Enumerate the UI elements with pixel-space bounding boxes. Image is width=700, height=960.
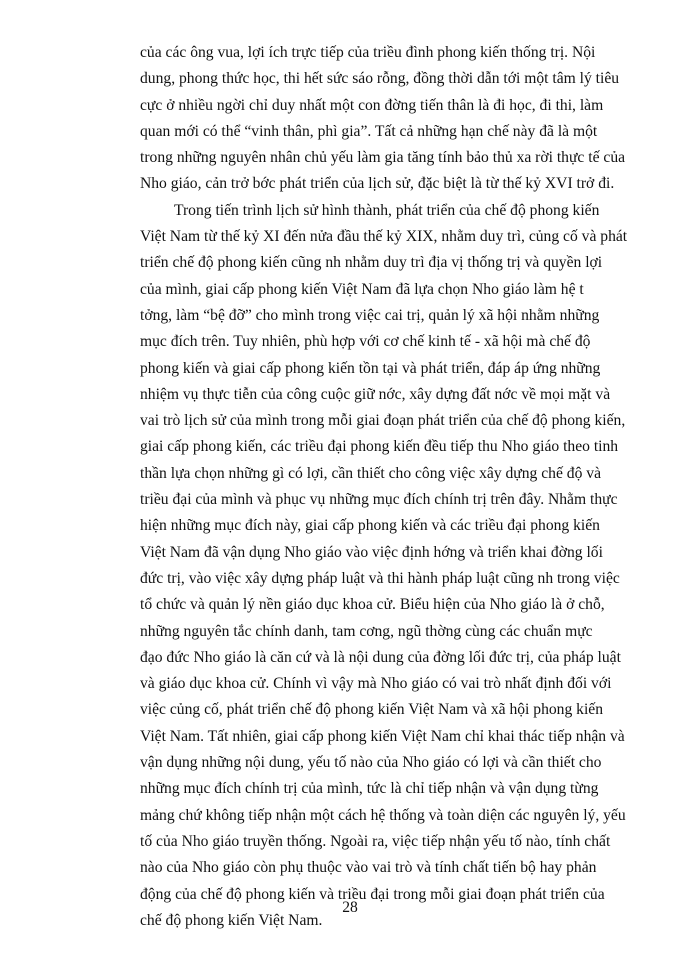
- paragraph-1: [140, 40, 626, 198]
- text-line: Nho giáo, cản trở bớc phát triển của lịch sử, đặc biệt là từ thế kỷ XVI trở đi.: [140, 175, 615, 193]
- text-line: nhiệm vụ thực tiễn của công cuộc giữ nớc, xây dựng đất nớc về mọi mặt và: [140, 385, 611, 403]
- text-line: nào của Nho giáo còn phụ thuộc vào vai trò và tính chất tiến bộ hay phản: [140, 859, 597, 877]
- text-line: động của chế độ phong kiến và triều đại trong mỗi giai đoạn phát triển của: [140, 885, 605, 903]
- text-line: mục đích trên. Tuy nhiên, phù hợp với cơ chế kinh tế - xã hội mà chế độ: [140, 333, 591, 351]
- text-line: mảng chứ không tiếp nhận một cách hệ thống và toàn diện các nguyên lý, yếu: [140, 806, 626, 824]
- text-line: Việt Nam đã vận dụng Nho giáo vào việc định hớng và triển khai đờng lối: [140, 543, 603, 561]
- text-line: triển chế độ phong kiến cũng nh nhằm duy trì địa vị thống trị và quyền lợi: [140, 254, 603, 272]
- text-line: đức trị, vào việc xây dựng pháp luật và thi hành pháp luật cũng nh trong việc: [140, 569, 620, 587]
- text-line: những nguyên tắc chính danh, tam cơng, ngũ thờng cùng các chuẩn mực: [140, 622, 593, 640]
- text-line: triều đại của mình và phục vụ những mục đích chính trị trên đây. Nhằm thực: [140, 491, 618, 509]
- text-line: của các ông vua, lợi ích trực tiếp của triều đình phong kiến thống trị. Nội: [140, 44, 596, 61]
- paragraph-2: [140, 198, 628, 934]
- text-line: phong kiến và giai cấp phong kiến tồn tại và phát triển, đáp áp ứng những: [140, 359, 601, 377]
- text-line: Việt Nam. Tất nhiên, giai cấp phong kiến Việt Nam chỉ khai thác tiếp nhận và: [140, 727, 625, 745]
- document-body: [140, 40, 628, 934]
- text-line: của mình, giai cấp phong kiến Việt Nam đã lựa chọn Nho giáo làm hệ t: [140, 280, 584, 298]
- text-line: trong những nguyên nhân chủ yếu làm gia tăng tính bảo thủ xa rời thực tế của: [140, 149, 626, 167]
- text-line: đạo đức Nho giáo là căn cứ và là nội dung của đờng lối đức trị, của pháp luật: [140, 648, 621, 666]
- text-line: giai cấp phong kiến, các triều đại phong kiến đều tiếp thu Nho giáo theo tinh: [140, 438, 619, 456]
- text-line: việc củng cố, phát triển chế độ phong kiến Việt Nam và xã hội phong kiến: [140, 701, 603, 719]
- text-line: chế độ phong kiến Việt Nam.: [140, 911, 323, 929]
- text-line: hiện những mục đích này, giai cấp phong kiến và các triều đại phong kiến: [140, 517, 600, 535]
- text-line: những mục đích chính trị của mình, tức là chỉ tiếp nhận và vận dụng từng: [140, 780, 599, 798]
- text-line: Trong tiến trình lịch sử hình thành, phát triển của chế độ phong kiến: [174, 201, 600, 219]
- page-number: 28: [342, 899, 358, 916]
- text-line: thần lựa chọn những gì có lợi, cần thiết cho công việc xây dựng chế độ và: [140, 464, 601, 482]
- text-line: Việt Nam từ thế kỷ XI đến nửa đầu thế kỷ XIX, nhằm duy trì, củng cố và phát: [140, 228, 628, 246]
- text-line: và giáo dục khoa cử. Chính vì vậy mà Nho giáo có vai trò nhất định đối với: [140, 675, 612, 693]
- text-line: quan mới có thể “vinh thân, phì gia”. Tất cả những hạn chế này đã là một: [140, 122, 598, 140]
- text-line: vận dụng những nội dung, yếu tố nào của Nho giáo có lợi và cần thiết cho: [140, 754, 602, 772]
- text-line: tổ chức và quản lý nền giáo dục khoa cử. Biểu hiện của Nho giáo là ở chỗ,: [140, 596, 605, 614]
- text-line: dung, phong thức học, thi hết sức sáo rỗng, đồng thời dẫn tới một tâm lý tiêu: [140, 70, 620, 88]
- text-line: tố của Nho giáo truyền thống. Ngoài ra, việc tiếp nhận yếu tố nào, tính chất: [140, 832, 611, 850]
- text-line: cực ở nhiều ngời chỉ duy nhất một con đờng tiến thân là đi học, đi thi, làm: [140, 96, 604, 114]
- text-line: tởng, làm “bệ đỡ” cho mình trong việc cai trị, quản lý xã hội nhằm những: [140, 306, 600, 324]
- text-line: vai trò lịch sử của mình trong mỗi giai đoạn phát triển của chế độ phong kiến,: [140, 412, 626, 430]
